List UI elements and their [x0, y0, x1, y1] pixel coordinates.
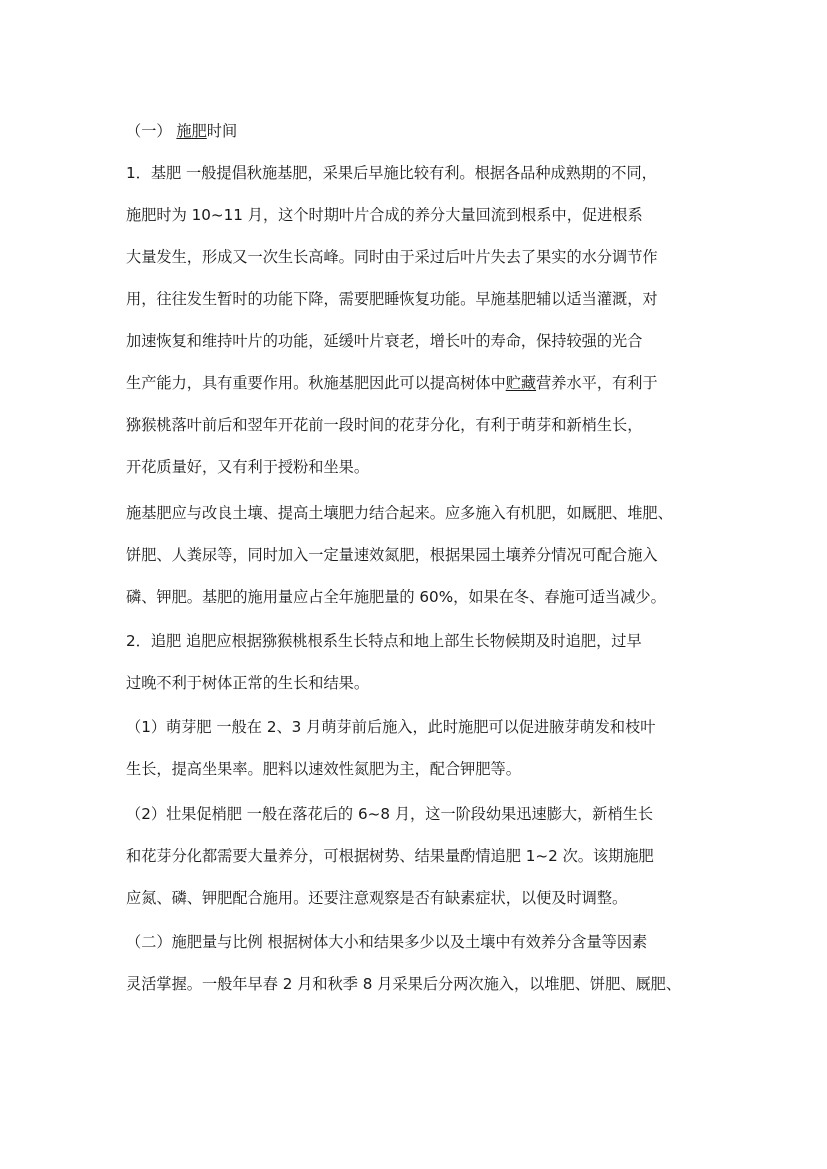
text-run: 猕猴桃落叶前后和翌年开花前一段时间的花芽分化，有利于萌芽和新梢生长， — [126, 416, 643, 434]
text-line — [126, 503, 706, 523]
text-line — [126, 247, 706, 267]
text-run: （二）施肥量与比例 根据树体大小和结果多少以及土壤中有效养分含量等因素 — [126, 933, 648, 951]
text-run: 加速恢复和维持叶片的功能，延缓叶片衰老，增长叶的寿命，保持较强的光合 — [126, 332, 643, 350]
text-run: 开花质量好，又有利于授粉和坐果。 — [126, 458, 369, 476]
text-line — [126, 289, 706, 309]
text-line — [126, 545, 706, 565]
text-run: 大量发生，形成又一次生长高峰。同时由于采过后叶片失去了果实的水分调节作 — [126, 248, 658, 266]
text-run: 时间 — [206, 122, 238, 140]
text-run: 磷、钾肥。基肥的施用量应占全年施肥量的 60%，如果在冬、春施可适当减少。 — [126, 588, 666, 606]
text-line — [126, 331, 706, 351]
text-line — [126, 673, 706, 693]
text-run: 生长，提高坐果率。肥料以速效性氮肥为主，配合钾肥等。 — [126, 760, 521, 778]
text-line — [126, 163, 706, 183]
text-line — [126, 888, 706, 908]
text-line — [126, 205, 706, 225]
text-line — [126, 457, 706, 477]
text-line — [126, 804, 706, 824]
text-line — [126, 759, 706, 779]
text-line — [126, 932, 706, 952]
text-run: 饼肥、人粪尿等，同时加入一定量速效氮肥，根据果园土壤养分情况可配合施入 — [126, 546, 658, 564]
text-run: 灵活掌握。一般年早春 2 月和秋季 8 月采果后分两次施入，以堆肥、饼肥、厩肥、 — [126, 975, 682, 993]
text-run: 和花芽分化都需要大量养分，可根据树势、结果量酌情追肥 1~2 次。该期施肥 — [126, 847, 654, 865]
text-line — [126, 415, 706, 435]
text-run: 用，往往发生暂时的功能下降，需要肥睡恢复功能。早施基肥辅以适当灌溉，对 — [126, 290, 658, 308]
text-line — [126, 974, 706, 994]
underlined-term: 施肥 — [176, 122, 207, 140]
text-line — [126, 846, 706, 866]
text-line — [126, 717, 706, 737]
text-run: 生产能力，具有重要作用。秋施基肥因此可以提高树体中 — [126, 374, 506, 392]
text-run: 应氮、磷、钾肥配合施用。还要注意观察是否有缺素症状，以便及时调整。 — [126, 889, 628, 907]
underlined-term: 贮藏 — [505, 374, 537, 392]
text-run: 施肥时为 10~11 月，这个时期叶片合成的养分大量回流到根系中，促进根系 — [126, 206, 643, 224]
text-line — [126, 631, 706, 651]
text-line — [126, 373, 706, 393]
text-run: 施基肥应与改良土壤、提高土壤肥力结合起来。应多施入有机肥，如厩肥、堆肥、 — [126, 504, 673, 522]
text-run: 1．基肥 一般提倡秋施基肥，采果后早施比较有利。根据各品种成熟期的不同， — [126, 164, 657, 182]
text-line — [126, 587, 706, 607]
text-run: 2．追肥 追肥应根据猕猴桃根系生长特点和地上部生长物候期及时追肥，过早 — [126, 632, 642, 650]
text-run: 过晚不利于树体正常的生长和结果。 — [126, 674, 369, 692]
text-run: （一） — [126, 122, 177, 140]
text-run: （1）萌芽肥 一般在 2、3 月萌芽前后施入，此时施肥可以促进腋芽萌发和枝叶 — [126, 718, 656, 736]
text-run: 营养水平，有利于 — [536, 374, 658, 392]
section-heading — [126, 121, 706, 141]
text-run: （2）壮果促梢肥 一般在落花后的 6~8 月，这一阶段幼果迅速膨大，新梢生长 — [126, 805, 654, 823]
